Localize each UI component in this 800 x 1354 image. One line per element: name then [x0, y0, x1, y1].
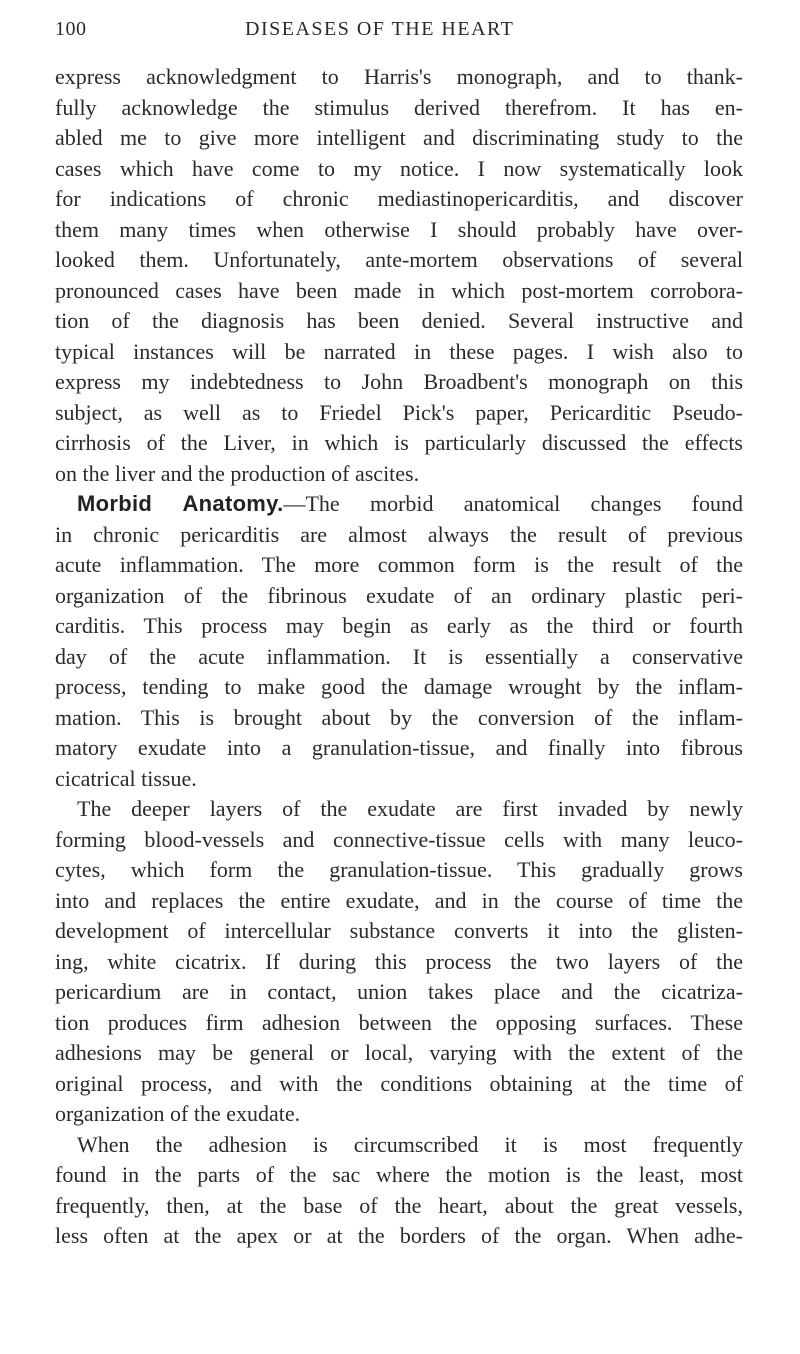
- line-text: on the liver and the production of ascites.: [55, 460, 420, 486]
- line-text: process, tending to make good the damage wrought by the inflam-: [55, 674, 743, 699]
- line-text: forming blood-vessels and connective-tissue cells with many leuco-: [55, 826, 743, 852]
- text-line: [55, 184, 743, 215]
- text-line: [55, 581, 743, 612]
- line-text: carditis. This process may begin as early as the third or fourth: [55, 613, 743, 638]
- text-line: [55, 215, 743, 246]
- text-line: [55, 855, 743, 886]
- line-text: fully acknowledge the stimulus derived therefrom. It has en-: [55, 94, 743, 120]
- line-text: abled me to give more intelligent and discriminating study to the: [55, 125, 743, 150]
- text-line: [55, 977, 743, 1008]
- text-line: [55, 733, 743, 764]
- text-line: [55, 672, 743, 703]
- text-line: [55, 337, 743, 368]
- line-text: frequently, then, at the base of the heart, about the great vessels,: [55, 1192, 743, 1218]
- line-text: pronounced cases have been made in which post-mortem corrobora-: [55, 277, 743, 303]
- line-text: matory exudate into a granulation-tissue, and finally into fibrous: [55, 735, 743, 760]
- line-text: original process, and with the conditions obtaining at the time of: [55, 1070, 743, 1096]
- text-line: [55, 1130, 743, 1161]
- line-text: in chronic pericarditis are almost always the result of previous: [55, 521, 743, 547]
- text-line: [55, 642, 743, 673]
- line-text: pericardium are in contact, union takes place and the cicatriza-: [55, 979, 743, 1004]
- text-line: [55, 459, 743, 490]
- line-text: less often at the apex or at the borders of the organ. When adhe-: [55, 1223, 743, 1248]
- line-text: subject, as well as to Friedel Pick's paper, Pericarditic Pseudo-: [55, 399, 743, 425]
- text-line: [55, 276, 743, 307]
- text-line: [55, 367, 743, 398]
- line-text: ing, white cicatrix. If during this process the two layers of the: [55, 948, 743, 974]
- text-line: [55, 1069, 743, 1100]
- running-head: [55, 18, 755, 48]
- line-text: cicatrical tissue.: [55, 765, 197, 791]
- text-line: [55, 62, 743, 93]
- line-text: When the adhesion is circumscribed it is most frequently: [77, 1131, 743, 1157]
- line-text: cirrhosis of the Liver, in which is particularly discussed the effects: [55, 430, 743, 455]
- line-text: organization of the exudate.: [55, 1101, 301, 1126]
- line-text: mation. This is brought about by the conversion of the inflam-: [55, 704, 743, 730]
- line-text: looked them. Unfortunately, ante-mortem observations of several: [55, 247, 743, 272]
- text-line: [55, 916, 743, 947]
- section-heading: Morbid Anatomy.: [77, 491, 284, 516]
- line-text: organization of the fibrinous exudate of an ordinary plastic peri-: [55, 582, 743, 608]
- line-text: tion of the diagnosis has been denied. Several instructive and: [55, 308, 743, 333]
- line-text: cytes, which form the granulation-tissue. This gradually grows: [55, 857, 743, 882]
- line-text: typical instances will be narrated in these pages. I wish also to: [55, 338, 743, 364]
- page-number: 100: [55, 18, 87, 40]
- line-text: express my indebtedness to John Broadbent's monograph on this: [55, 369, 743, 394]
- line-text: them many times when otherwise I should probably have over-: [55, 216, 743, 242]
- line-text: development of intercellular substance converts it into the glisten-: [55, 918, 743, 943]
- text-line: [55, 428, 743, 459]
- text-line: [55, 306, 743, 337]
- body-text: [55, 62, 743, 1252]
- line-text: found in the parts of the sac where the motion is the least, most: [55, 1162, 743, 1187]
- text-line: [55, 1160, 743, 1191]
- line-text: cases which have come to my notice. I now systematically look: [55, 155, 743, 181]
- text-line: [55, 1191, 743, 1222]
- line-text: express acknowledgment to Harris's monograph, and to thank-: [55, 64, 743, 89]
- line-text: —The morbid anatomical changes found: [283, 491, 743, 516]
- text-line: [55, 611, 743, 642]
- line-text: tion produces firm adhesion between the opposing surfaces. These: [55, 1009, 743, 1035]
- line-text: acute inflammation. The more common form is the result of the: [55, 552, 743, 577]
- text-line: [55, 1099, 743, 1130]
- text-line: [55, 123, 743, 154]
- text-line: [55, 398, 743, 429]
- line-text: into and replaces the entire exudate, and in the course of time the: [55, 887, 743, 913]
- text-line: [55, 154, 743, 185]
- text-line: [55, 550, 743, 581]
- text-line: [55, 764, 743, 795]
- section-heading-line: [55, 489, 743, 520]
- text-line: [55, 245, 743, 276]
- line-text: adhesions may be general or local, varying with the extent of the: [55, 1040, 743, 1065]
- text-line: [55, 1221, 743, 1252]
- line-text: day of the acute inflammation. It is essentially a conservative: [55, 643, 743, 669]
- line-text: for indications of chronic mediastinopericarditis, and discover: [55, 186, 743, 211]
- text-line: [55, 794, 743, 825]
- text-line: [55, 825, 743, 856]
- text-line: [55, 520, 743, 551]
- text-line: [55, 886, 743, 917]
- text-line: [55, 93, 743, 124]
- line-text: The deeper layers of the exudate are first invaded by newly: [77, 796, 743, 821]
- running-title: DISEASES OF THE HEART: [245, 18, 515, 40]
- text-line: [55, 1038, 743, 1069]
- text-line: [55, 947, 743, 978]
- text-line: [55, 703, 743, 734]
- text-line: [55, 1008, 743, 1039]
